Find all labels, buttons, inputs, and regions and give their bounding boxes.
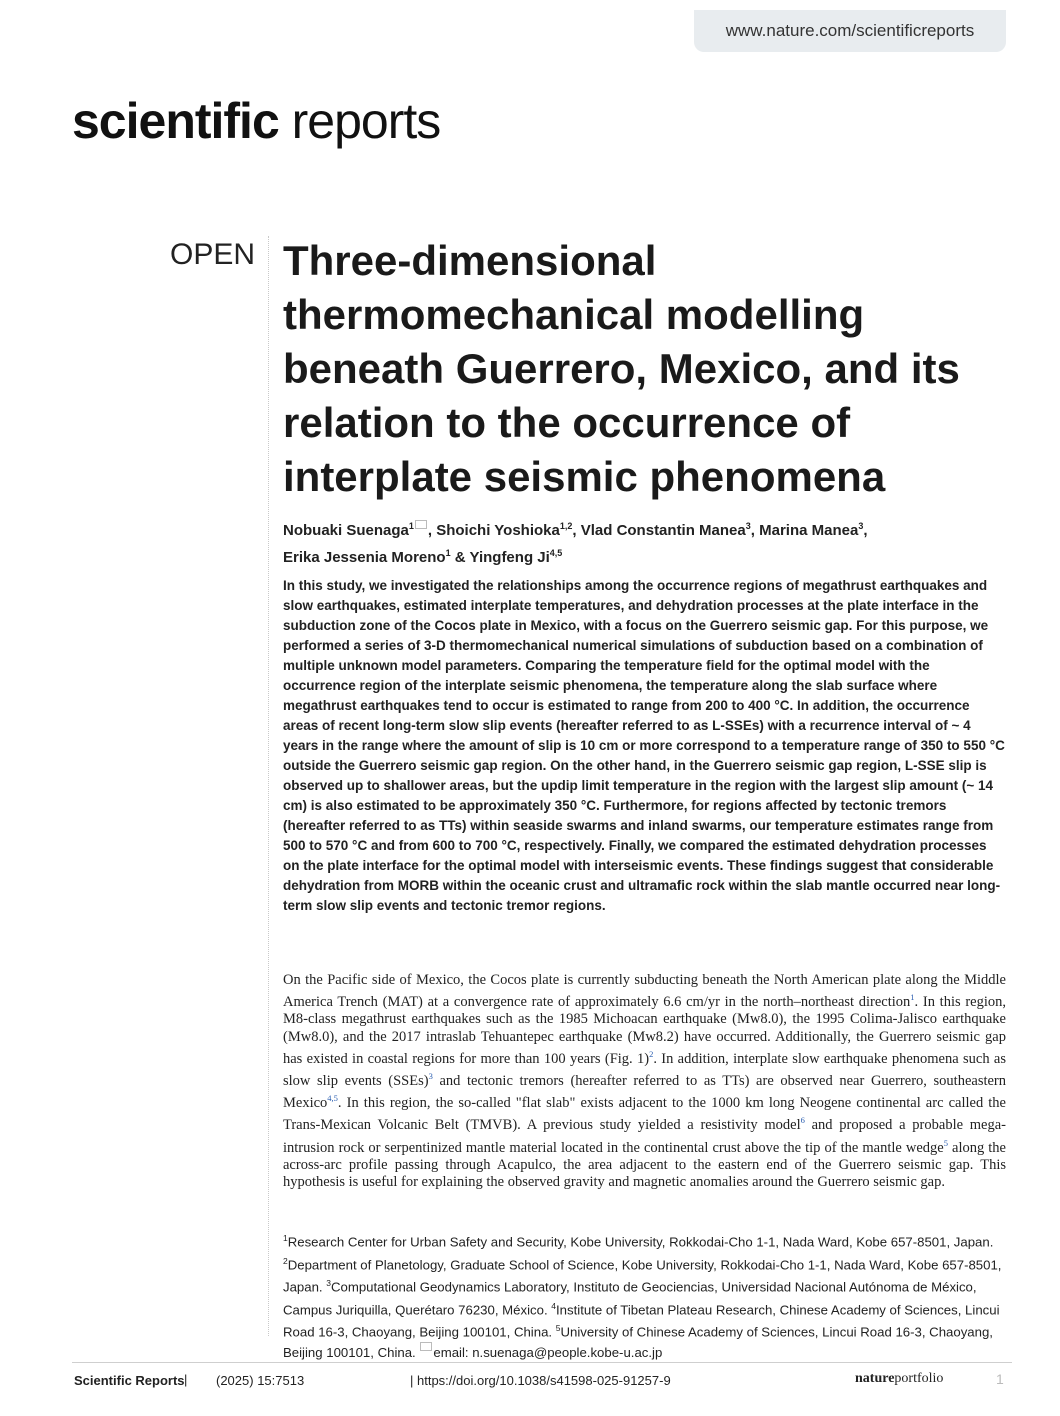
body-text-run: . In addition, interplate slow earthquake phenomena such as slow slip events (SSEs) xyxy=(283,1050,1006,1089)
footer-doi-link[interactable]: | https://doi.org/10.1038/s41598-025-91257-9 xyxy=(410,1373,671,1388)
author-affiliation-ref[interactable]: 1,2 xyxy=(559,521,573,531)
corresponding-email[interactable]: email: n.suenaga@people.kobe-u.ac.jp xyxy=(433,1344,663,1360)
author-list xyxy=(283,515,1003,569)
logo-bold-text: scientific xyxy=(72,93,279,149)
open-access-label: OPEN xyxy=(170,238,256,271)
affiliation-number: 2 xyxy=(283,1255,288,1266)
author-separator: , xyxy=(863,522,868,539)
author-separator: , xyxy=(427,522,437,539)
author-separator: , xyxy=(750,522,760,539)
margin-divider xyxy=(268,236,270,1336)
article-title: Three-dimensional thermomechanical modelling beneath Guerrero, Mexico, and its relation to the occurrence of interplate seismic phenomena xyxy=(283,237,960,500)
author-affiliation-ref[interactable]: 4,5 xyxy=(549,548,563,558)
citation-ref[interactable]: 2 xyxy=(649,1049,654,1060)
body-text-run: . In this region, M8-class megathrust earthquakes such as the 1985 Michoacan earthquake (Mw8.0), the 1995 Colima-Jalisco earthquake (Mw8.0), and the 2017 intraslab Tehuantepec earthquake (Mw8.2) have occurred. Additionally, the Guerrero seismic gap has existed in coastal regions for more than 100 years (Fig. 1) xyxy=(283,994,1006,1067)
affiliation-number: 5 xyxy=(555,1323,561,1334)
publisher-bold: nature xyxy=(855,1371,895,1386)
mail-icon xyxy=(420,1342,432,1351)
author-affiliation-ref[interactable]: 3 xyxy=(858,521,864,531)
intro-paragraph xyxy=(283,972,1006,1191)
author-name[interactable]: Erika Jessenia Moreno xyxy=(283,549,446,566)
publisher-light: portfolio xyxy=(894,1371,944,1386)
affiliation-number: 3 xyxy=(326,1278,331,1289)
footer-divider xyxy=(72,1362,1012,1363)
author-name[interactable]: Yingfeng Ji xyxy=(469,549,550,566)
journal-logo xyxy=(72,92,440,150)
affiliation-text: Institute of Tibetan Plateau Research, Chinese Academy of Sciences, Lincui Road 16-3, Chaoyang, Beijing 100101, China. xyxy=(283,1302,1000,1340)
author-name[interactable]: Shoichi Yoshioka xyxy=(436,522,560,539)
author-name[interactable]: Vlad Constantin Manea xyxy=(580,522,746,539)
footer-volume: (2025) 15:7513 xyxy=(216,1373,305,1388)
journal-url[interactable]: www.nature.com/scientificreports xyxy=(725,21,975,40)
abstract: In this study, we investigated the relationships among the occurrence regions of megathrust earthquakes and slow earthquakes, estimated interplate temperatures, and dehydration processes at the plate interface in the subduction zone of the Cocos plate in Mexico, with a focus on the Guerrero seismic gap. For this purpose, we performed a series of 3-D thermomechanical numerical simulations of subduction based on a combination of multiple unknown model parameters. Comparing the temperature field for the optimal model with the occurrence region of the interplate seismic phenomena, the temperature along the slab surface where megathrust earthquakes tend to occur is estimated to range from 200 to 400 °C. In addition, the occurrence areas of recent long-term slow slip events (hereafter referred to as L-SSEs) with a recurrence interval of ~ 4 years in the range where the amount of slip is 10 cm or more correspond to a temperature range of 350 to 550 °C outside the Guerrero seismic gap region. On the other hand, in the Guerrero seismic gap region, L-SSE slip is observed up to shallower areas, but the updip limit temperature in the region with the largest slip amount (~ 14 cm) is also estimated to be approximately 350 °C. Furthermore, for regions affected by tectonic tremors (hereafter referred to as TTs) within seaside swarms and inland swarms, our temperature estimates range from 500 to 570 °C and from 600 to 700 °C, respectively. Finally, we compared the estimated dehydration processes on the plate interface for the optimal model with interseismic events. These findings suggest that considerable dehydration from MORB within the oceanic crust and ultramafic rock within the slab mantle occurred near long-term slow slip events and tectonic tremor regions. xyxy=(283,578,1005,913)
footer-separator: | xyxy=(184,1372,188,1387)
author-name[interactable]: Nobuaki Suenaga xyxy=(283,522,409,539)
publisher-logo xyxy=(855,1371,943,1387)
journal-url-tab[interactable] xyxy=(694,10,1006,52)
affiliation-text: University of Chinese Academy of Sciences, Lincui Road 16-3, Chaoyang, Beijing 100101, China. xyxy=(283,1324,993,1360)
body-text-run: On the Pacific side of Mexico, the Cocos plate is currently subducting beneath the North American plate along the Middle America Trench (MAT) at a convergence rate of approximately 6.6 cm/yr in the north–northeast direction xyxy=(283,972,1006,1011)
affiliation-text: Computational Geodynamics Laboratory, Instituto de Geociencias, Universidad Nacional Autónoma de México, Campus Juriquilla, Querétaro 76230, México. xyxy=(283,1279,977,1318)
citation-ref[interactable]: 6 xyxy=(800,1115,805,1126)
author-name[interactable]: Marina Manea xyxy=(759,522,859,539)
body-text-run: . In this region, the so-called "flat slab" exists adjacent to the 1000 km long Neogene continental arc called the Trans-Mexican Volcanic Belt (TMVB). A previous study yielded a resistivity model xyxy=(283,1095,1006,1134)
logo-light-text: reports xyxy=(291,93,441,149)
author-separator: & xyxy=(450,549,470,566)
affiliation-text: Department of Planetology, Graduate School of Science, Kobe University, Rokkodai-Cho 1-1, Nada Ward, Kobe 657-8501, Japan. xyxy=(283,1256,1002,1295)
mail-icon[interactable] xyxy=(415,520,427,529)
citation-ref[interactable]: 5 xyxy=(943,1137,948,1148)
citation-ref[interactable]: 4,5 xyxy=(327,1093,338,1104)
citation-ref[interactable]: 1 xyxy=(910,992,915,1003)
citation-ref[interactable]: 3 xyxy=(428,1071,433,1082)
footer-journal-name: Scientific Reports xyxy=(74,1373,185,1388)
affiliations xyxy=(283,1229,1007,1362)
body-text-run: and tectonic tremors (hereafter referred to as TTs) are observed near Guerrero, southeastern Mexico xyxy=(283,1072,1006,1112)
affiliation-text: Research Center for Urban Safety and Security, Kobe University, Rokkodai-Cho 1-1, Nada Ward, Kobe 657-8501, Japan. xyxy=(287,1234,994,1250)
author-affiliation-ref[interactable]: 3 xyxy=(745,521,751,531)
page-number: 1 xyxy=(996,1371,1004,1387)
author-separator: , xyxy=(572,522,581,539)
author-affiliation-ref[interactable]: 1 xyxy=(408,521,414,531)
author-affiliation-ref[interactable]: 1 xyxy=(445,548,451,558)
body-text-run: along the across-arc profile passing through Acapulco, the area adjacent to the eastern end of the Guerrero seismic gap. This hypothesis is useful for explaining the observed gravity and magnetic anomalies around the Guerrero seismic gap. xyxy=(283,1139,1006,1190)
affiliation-number: 1 xyxy=(283,1233,288,1243)
affiliation-number: 4 xyxy=(551,1300,557,1311)
body-text-run: and proposed a probable mega-intrusion rock or serpentinized mantle material located in the continental crust above the tip of the mantle wedge xyxy=(283,1117,1006,1156)
